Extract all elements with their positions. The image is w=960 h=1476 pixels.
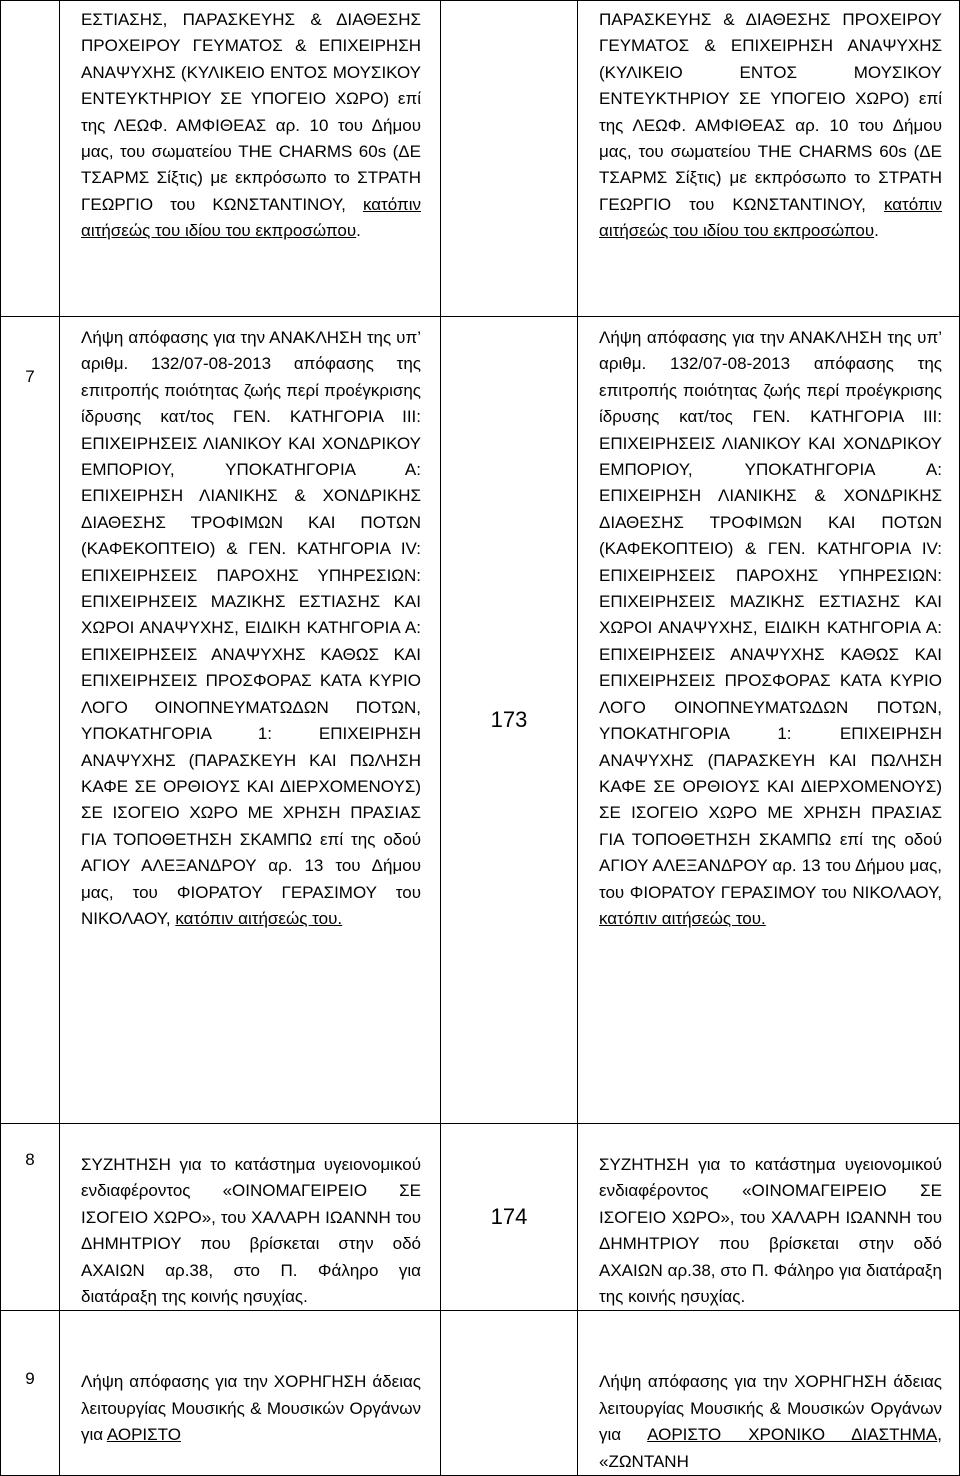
description-text: ΕΣΤΙΑΣΗΣ, ΠΑΡΑΣΚΕΥΗΣ & ΔΙΑΘΕΣΗΣ ΠΡΟΧΕΙΡΟΥ ΓΕΥΜΑΤΟΣ & ΕΠΙΧΕΙΡΗΣΗ ΑΝΑΨΥΧΗΣ (ΚΥΛΙΚΕΙΟ ΕΝΤΟΣ ΜΟΥΣΙΚΟΥ ΕΝΤΕΥΚΤΗΡΙΟΥ ΣΕ ΥΠΟΓΕΙΟ ΧΩΡΟ) επί της ΛΕΩΦ. ΑΜΦΙΘΕΑΣ αρ. 10 του Δήμου μας, του σωματείου THE CHARMS 60s (ΔΕ ΤΣΑΡΜΣ Σίξτις) με εκπρόσωπο το ΣΤΡΑΤΗ ΓΕΩΡΓΙΟ του ΚΩΝΣΤΑΝΤΙΝΟΥ, [81, 10, 421, 214]
decision-number-cell [441, 1, 578, 317]
resolution-cell [578, 317, 960, 1124]
item-resolution [578, 1, 959, 245]
resolution-text: ΠΑΡΑΣΚΕΥΗΣ & ΔΙΑΘΕΣΗΣ ΠΡΟΧΕΙΡΟΥ ΓΕΥΜΑΤΟΣ & ΕΠΙΧΕΙΡΗΣΗ ΑΝΑΨΥΧΗΣ (ΚΥΛΙΚΕΙΟ ΕΝΤΟΣ ΜΟΥΣΙΚΟΥ ΕΝΤΕΥΚΤΗΡΙΟΥ ΣΕ ΥΠΟΓΕΙΟ ΧΩΡΟ) επί της ΛΕΩΦ. ΑΜΦΙΘΕΑΣ αρ. 10 του Δήμου μας, του σωματείου THE CHARMS 60s (ΔΕ ΤΣΑΡΜΣ Σίξτις) με εκπρόσωπο το ΣΤΡΑΤΗ ΓΕΩΡΓΙΟ του ΚΩΝΣΤΑΝΤΙΝΟΥ, [599, 10, 942, 214]
resolution-underlined: κατόπιν αιτήσεώς του ιδίου του εκπροσώπου [599, 194, 942, 241]
decision-number-cell [441, 1124, 578, 1311]
description-cell [60, 1124, 441, 1311]
item-resolution [578, 1124, 959, 1310]
description-underlined: κατόπιν αιτήσεώς του. [175, 908, 343, 928]
item-description [60, 1124, 440, 1310]
item-resolution [578, 1311, 959, 1475]
description-cell [60, 317, 441, 1124]
item-number: 8 [25, 1150, 35, 1169]
description-cell [60, 1311, 441, 1476]
item-number-cell [1, 1, 60, 317]
item-description [60, 317, 440, 932]
item-description [60, 1311, 440, 1448]
description-tail: . [356, 221, 361, 241]
item-description [60, 1, 440, 245]
item-number-cell [1, 317, 60, 1124]
resolution-cell [578, 1, 960, 317]
item-resolution [578, 317, 959, 932]
description-text: Λήψη απόφασης για την ΑΝΑΚΛΗΣΗ της υπ’ αριθμ. 132/07-08-2013 απόφασης της επιτροπής ποιότητας ζωής περί προέγκρισης ίδρυσης κατ/τος ΓΕΝ. ΚΑΤΗΓΟΡΙΑ ΙΙΙ: ΕΠΙΧΕΙΡΗΣΕΙΣ ΛΙΑΝΙΚΟΥ ΚΑΙ ΧΟΝΔΡΙΚΟΥ ΕΜΠΟΡΙΟΥ, ΥΠΟΚΑΤΗΓΟΡΙΑ Α: ΕΠΙΧΕΙΡΗΣΗ ΛΙΑΝΙΚΗΣ & ΧΟΝΔΡΙΚΗΣ ΔΙΑΘΕΣΗΣ ΤΡΟΦΙΜΩΝ ΚΑΙ ΠΟΤΩΝ (ΚΑΦΕΚΟΠΤΕΙΟ) & ΓΕΝ. ΚΑΤΗΓΟΡΙΑ IV: ΕΠΙΧΕΙΡΗΣΕΙΣ ΠΑΡΟΧΗΣ ΥΠΗΡΕΣΙΩΝ: ΕΠΙΧΕΙΡΗΣΕΙΣ ΜΑΖΙΚΗΣ ΕΣΤΙΑΣΗΣ ΚΑΙ ΧΩΡΟΙ ΑΝΑΨΥΧΗΣ, ΕΙΔΙΚΗ ΚΑΤΗΓΟΡΙΑ Α: ΕΠΙΧΕΙΡΗΣΕΙΣ ΑΝΑΨΥΧΗΣ ΚΑΘΩΣ ΚΑΙ ΕΠΙΧΕΙΡΗΣΕΙΣ ΠΡΟΣΦΟΡΑΣ ΚΑΤΑ ΚΥΡΙΟ ΛΟΓΟ ΟΙΝΟΠΝΕΥΜΑΤΩΔΩΝ ΠΟΤΩΝ, ΥΠΟΚΑΤΗΓΟΡΙΑ 1: ΕΠΙΧΕΙΡΗΣΗ ΑΝΑΨΥΧΗΣ (ΠΑΡΑΣΚΕΥΗ ΚΑΙ ΠΩΛΗΣΗ ΚΑΦΕ ΣΕ ΟΡΘΙΟΥΣ ΚΑΙ ΔΙΕΡΧΟΜΕΝΟΥΣ) ΣΕ ΙΣΟΓΕΙΟ ΧΩΡΟ ΜΕ ΧΡΗΣΗ ΠΡΑΣΙΑΣ ΓΙΑ ΤΟΠΟΘΕΤΗΣΗ ΣΚΑΜΠΩ επί της οδού ΑΓΙΟΥ ΑΛΕΞΑΝΔΡΟΥ αρ. 13 του Δήμου μας, του ΦΙΟΡΑΤΟΥ ΓΕΡΑΣΙΜΟΥ του ΝΙΚΟΛΑΟΥ, [81, 328, 421, 928]
resolution-tail: . [874, 221, 879, 241]
description-text: ΣΥΖΗΤΗΣΗ για το κατάστημα υγειονομικού ενδιαφέροντος «ΟΙΝΟΜΑΓΕΙΡΕΙΟ ΣΕ ΙΣΟΓΕΙΟ ΧΩΡΟ», του ΧΑΛΑΡΗ ΙΩΑΝΝΗ του ΔΗΜΗΤΡΙΟΥ που βρίσκεται στην οδό ΑΧΑΙΩΝ αρ.38, στο Π. Φάληρο για διατάραξη της κοινής ησυχίας. [81, 1155, 421, 1307]
description-cell [60, 1, 441, 317]
item-number [1, 1, 59, 49]
description-underlined: ΑΟΡΙΣΤΟ [106, 1425, 181, 1445]
resolution-text: ΣΥΖΗΤΗΣΗ για το κατάστημα υγειονομικού ενδιαφέροντος «ΟΙΝΟΜΑΓΕΙΡΕΙΟ ΣΕ ΙΣΟΓΕΙΟ ΧΩΡΟ», του ΧΑΛΑΡΗ ΙΩΑΝΝΗ του ΔΗΜΗΤΡΙΟΥ που βρίσκεται στην οδό ΑΧΑΙΩΝ αρ.38, στο Π. Φάληρο για διατάραξη της κοινής ησυχίας. [599, 1155, 942, 1307]
resolution-cell [578, 1124, 960, 1311]
resolution-underlined: ΑΟΡΙΣΤΟ ΧΡΟΝΙΚΟ ΔΙΑΣΤΗΜΑ [647, 1425, 938, 1445]
agenda-row [1, 317, 960, 1124]
item-number: 9 [25, 1369, 35, 1389]
agenda-row [1, 1, 960, 317]
resolution-text: Λήψη απόφασης για την ΧΟΡΗΓΗΣΗ άδειας λειτουργίας Μουσικής & Μουσικών Οργάνων για [599, 1372, 942, 1445]
agenda-row [1, 1124, 960, 1311]
decision-number: 174 [490, 1204, 528, 1230]
decision-number-cell [441, 317, 578, 1124]
resolution-cell [578, 1311, 960, 1476]
resolution-text: Λήψη απόφασης για την ΑΝΑΚΛΗΣΗ της υπ’ αριθμ. 132/07-08-2013 απόφασης της επιτροπής ποιότητας ζωής περί προέγκρισης ίδρυσης κατ/τος ΓΕΝ. ΚΑΤΗΓΟΡΙΑ ΙΙΙ: ΕΠΙΧΕΙΡΗΣΕΙΣ ΛΙΑΝΙΚΟΥ ΚΑΙ ΧΟΝΔΡΙΚΟΥ ΕΜΠΟΡΙΟΥ, ΥΠΟΚΑΤΗΓΟΡΙΑ Α: ΕΠΙΧΕΙΡΗΣΗ ΛΙΑΝΙΚΗΣ & ΧΟΝΔΡΙΚΗΣ ΔΙΑΘΕΣΗΣ ΤΡΟΦΙΜΩΝ ΚΑΙ ΠΟΤΩΝ (ΚΑΦΕΚΟΠΤΕΙΟ) & ΓΕΝ. ΚΑΤΗΓΟΡΙΑ IV: ΕΠΙΧΕΙΡΗΣΕΙΣ ΠΑΡΟΧΗΣ ΥΠΗΡΕΣΙΩΝ: ΕΠΙΧΕΙΡΗΣΕΙΣ ΜΑΖΙΚΗΣ ΕΣΤΙΑΣΗΣ ΚΑΙ ΧΩΡΟΙ ΑΝΑΨΥΧΗΣ, ΕΙΔΙΚΗ ΚΑΤΗΓΟΡΙΑ Α: ΕΠΙΧΕΙΡΗΣΕΙΣ ΑΝΑΨΥΧΗΣ ΚΑΘΩΣ ΚΑΙ ΕΠΙΧΕΙΡΗΣΕΙΣ ΠΡΟΣΦΟΡΑΣ ΚΑΤΑ ΚΥΡΙΟ ΛΟΓΟ ΟΙΝΟΠΝΕΥΜΑΤΩΔΩΝ ΠΟΤΩΝ, ΥΠΟΚΑΤΗΓΟΡΙΑ 1: ΕΠΙΧΕΙΡΗΣΗ ΑΝΑΨΥΧΗΣ (ΠΑΡΑΣΚΕΥΗ ΚΑΙ ΠΩΛΗΣΗ ΚΑΦΕ ΣΕ ΟΡΘΙΟΥΣ ΚΑΙ ΔΙΕΡΧΟΜΕΝΟΥΣ) ΣΕ ΙΣΟΓΕΙΟ ΧΩΡΟ ΜΕ ΧΡΗΣΗ ΠΡΑΣΙΑΣ ΓΙΑ ΤΟΠΟΘΕΤΗΣΗ ΣΚΑΜΠΩ επί της οδού ΑΓΙΟΥ ΑΛΕΞΑΝΔΡΟΥ αρ. 13 του Δήμου μας, του ΦΙΟΡΑΤΟΥ ΓΕΡΑΣΙΜΟΥ του ΝΙΚΟΛΑΟΥ, [599, 328, 942, 902]
resolution-underlined: κατόπιν αιτήσεώς του. [599, 908, 766, 928]
item-number-cell [1, 1124, 60, 1311]
decision-number: 173 [490, 707, 528, 732]
item-number: 7 [25, 367, 35, 386]
description-underlined: κατόπιν αιτήσεώς του ιδίου του εκπροσώπου [81, 194, 421, 241]
description-text: Λήψη απόφασης για την ΧΟΡΗΓΗΣΗ άδειας λειτουργίας Μουσικής & Μουσικών Οργάνων για [81, 1372, 421, 1445]
item-number-cell [1, 1311, 60, 1476]
agenda-row [1, 1311, 960, 1476]
resolution-tail: , «ΖΩΝΤΑΝΗ [599, 1425, 942, 1471]
decision-number-cell [441, 1311, 578, 1476]
